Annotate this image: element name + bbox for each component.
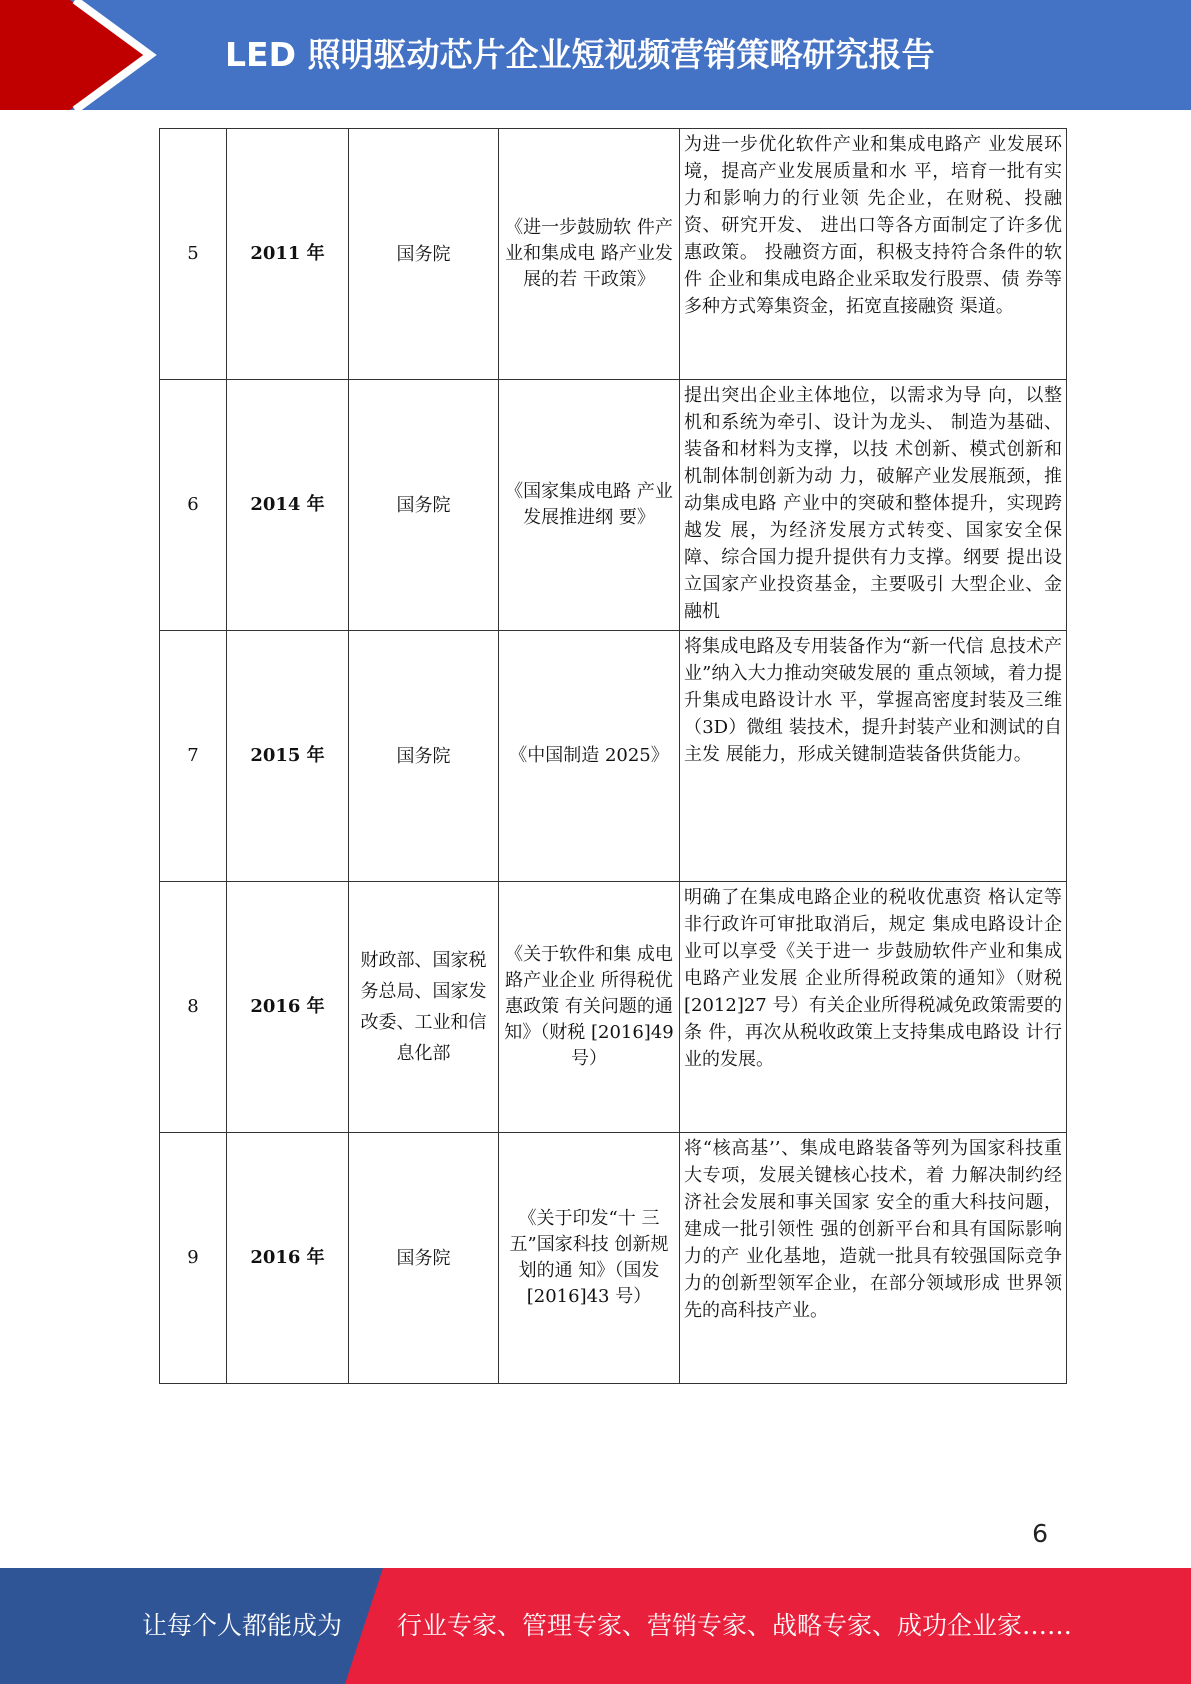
table-row bbox=[160, 882, 1067, 1133]
row-index: 8 bbox=[160, 882, 227, 1133]
row-description bbox=[680, 1133, 1067, 1384]
table-row bbox=[160, 1133, 1067, 1384]
row-description bbox=[680, 129, 1067, 380]
row-document: 《中国制造 2025》 bbox=[499, 631, 680, 882]
footer-slogan-left: 让每个人都能成为 bbox=[142, 1611, 343, 1640]
row-description-text: 提出突出企业主体地位，以需求为导 向，以整机和系统为牵引、设计为龙头、 制造为基础、装备和材料为支撑，以技 术创新、模式创新和机制体制创新为动 力，破解产业发展瓶颈，推动集成电路 产业中的突破和整体提升，实现跨越发 展，为经济发展方式转变、国家安全保 障、综合国力提升提供有力支撑。纲要 提出设立国家产业投资基金，主要吸引 大型企业、金融机 bbox=[684, 385, 1062, 622]
row-year: 2016 年 bbox=[227, 1133, 349, 1384]
footer-slogan-right: 行业专家、管理专家、营销专家、战略专家、成功企业家…… bbox=[397, 1611, 1073, 1640]
row-index: 7 bbox=[160, 631, 227, 882]
table-row bbox=[160, 380, 1067, 631]
row-description-text: 明确了在集成电路企业的税收优惠资 格认定等非行政许可审批取消后，规定 集成电路设计企业可以享受《关于进一 步鼓励软件产业和集成电路产业发展 企业所得税政策的通知》（财税[2012]27 号）有关企业所得税减免政策需要的条 件，再次从税收政策上支持集成电路设 计行业的发展。 bbox=[684, 887, 1062, 1070]
page-footer bbox=[0, 1568, 1191, 1684]
row-description-text: 为进一步优化软件产业和集成电路产 业发展环境，提高产业发展质量和水 平，培育一批有实力和影响力的行业领 先企业，在财税、投融资、研究开发、 进出口等各方面制定了许多优惠政策。 投融资方面，积极支持符合条件的软件 企业和集成电路企业采取发行股票、债 券等多种方式筹集资金，拓宽直接融资 渠道。 bbox=[684, 134, 1062, 317]
row-year: 2014 年 bbox=[227, 380, 349, 631]
row-department: 国务院 bbox=[349, 129, 499, 380]
row-description bbox=[680, 882, 1067, 1133]
row-year: 2015 年 bbox=[227, 631, 349, 882]
page-header bbox=[0, 0, 1191, 110]
row-document: 《关于软件和集 成电路产业企业 所得税优惠政策 有关问题的通 知》（财税 [2016]49 号） bbox=[499, 882, 680, 1133]
row-department: 国务院 bbox=[349, 1133, 499, 1384]
table-row bbox=[160, 129, 1067, 380]
row-department: 财政部、国家税务总局、国家发改委、工业和信息化部 bbox=[349, 882, 499, 1133]
row-description-text: 将集成电路及专用装备作为“新一代信 息技术产业”纳入大力推动突破发展的 重点领域，着力提升集成电路设计水 平，掌握高密度封装及三维（3D）微组 装技术，提升封装产业和测试的自主发 展能力，形成关键制造装备供货能力。 bbox=[684, 636, 1062, 765]
row-document: 《关于印发“十 三五”国家科技 创新规划的通 知》（国发 [2016]43 号） bbox=[499, 1133, 680, 1384]
row-document: 《国家集成电路 产业发展推进纲 要》 bbox=[499, 380, 680, 631]
row-document: 《进一步鼓励软 件产业和集成电 路产业发展的若 干政策》 bbox=[499, 129, 680, 380]
row-index: 5 bbox=[160, 129, 227, 380]
table-row bbox=[160, 631, 1067, 882]
row-index: 9 bbox=[160, 1133, 227, 1384]
header-red-arrow bbox=[0, 0, 150, 110]
row-description bbox=[680, 631, 1067, 882]
row-description bbox=[680, 380, 1067, 631]
policy-table bbox=[159, 128, 1067, 1384]
row-year: 2011 年 bbox=[227, 129, 349, 380]
row-department: 国务院 bbox=[349, 631, 499, 882]
row-description-text: 将“核高基’’、集成电路装备等列为国家科技重大专项，发展关键核心技术，着 力解决制约经济社会发展和事关国家 安全的重大科技问题，建成一批引领性 强的创新平台和具有国际影响力的产 业化基地，造就一批具有较强国际竞争 力的创新型领军企业，在部分领域形成 世界领先的高科技产业。 bbox=[684, 1138, 1062, 1321]
row-department: 国务院 bbox=[349, 380, 499, 631]
report-title: LED 照明驱动芯片企业短视频营销策略研究报告 bbox=[225, 35, 935, 74]
row-index: 6 bbox=[160, 380, 227, 631]
row-year: 2016 年 bbox=[227, 882, 349, 1133]
page-number: 6 bbox=[1032, 1519, 1048, 1548]
